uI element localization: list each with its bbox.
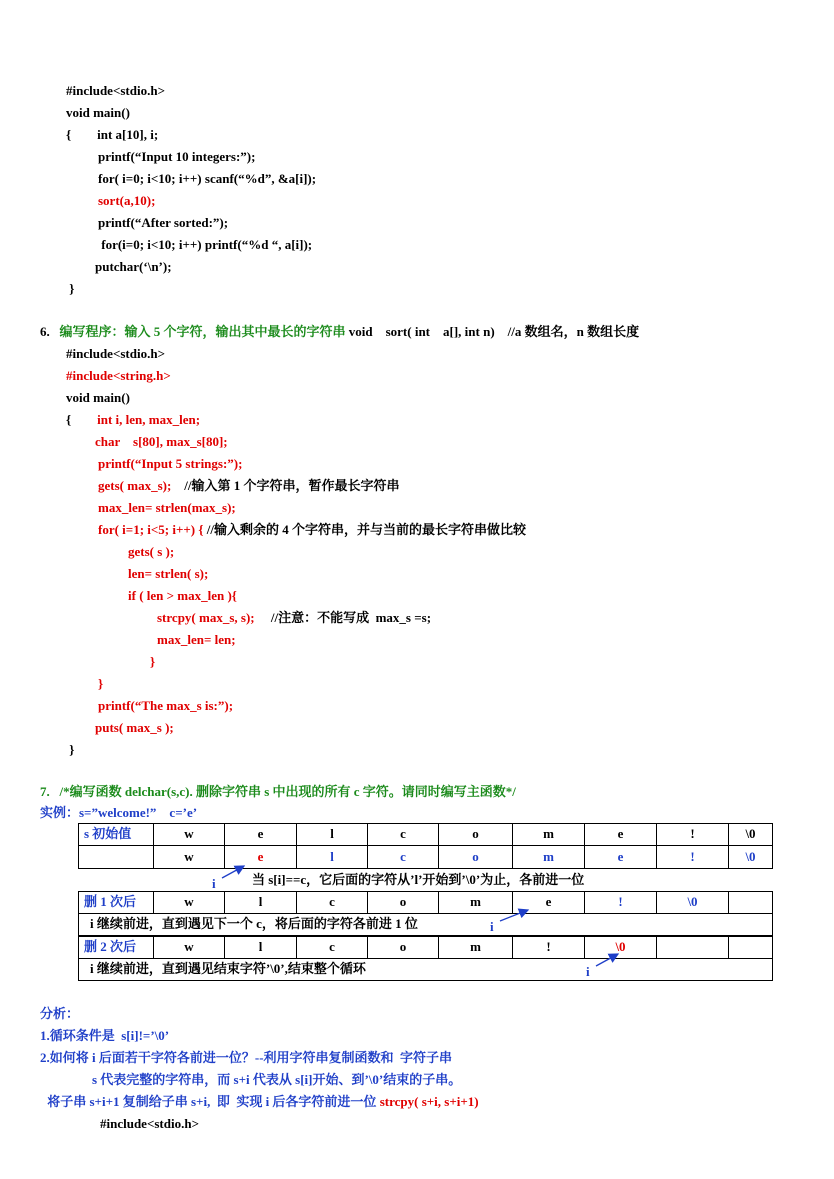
table-cell: w [154,846,225,869]
code-line: printf(“After sorted:”); [98,215,229,230]
table-cell: w [154,823,225,846]
table-cell: c [368,823,439,846]
table-cell: m [513,823,585,846]
table-cell: ! [657,823,729,846]
row-label: s 初始值 [78,823,154,846]
table-cell: ! [585,891,657,914]
table-cell: o [439,823,513,846]
code-line: } [150,654,156,669]
table-note: i 继续前进，直到遇见下一个 c，将后面的字符各前进 1 位 [90,916,418,931]
table-cell: e [585,823,657,846]
table-cell: e [513,891,585,914]
analysis-point: 将子串 s+i+1 复制给子串 s+i, 即 实现 i 后各字符前进一位 strcpy( s+i, s+i+1) [44,1094,479,1109]
table-cell: m [513,846,585,869]
arrow-icon [596,954,618,966]
code-line: #include<stdio.h> [100,1116,199,1131]
code-line: } [98,676,104,691]
code-comment: //输入剩余的 4 个字符串，并与当前的最长字符串做比较 [203,522,526,537]
table-cell: \0 [729,823,773,846]
code-line: void main() [66,390,130,405]
code-line: puts( max_s ); [95,720,174,735]
table-cell: c [297,891,368,914]
table-cell: m [439,891,513,914]
code-line: printf(“The max_s is:”); [98,698,234,713]
code-line: for( i=0; i<10; i++) scanf(“%d”, &a[i]); [98,171,317,186]
question-number: 7. [40,784,50,799]
code-line: printf(“Input 10 integers:”); [98,149,256,164]
table-cell: \0 [729,846,773,869]
code-line: max_len= len; [157,632,236,647]
code-line: void main() [66,105,130,120]
row-label: 删 1 次后 [78,891,154,914]
question-text: 编写程序：输入 5 个字符，输出其中最长的字符串 [59,324,349,339]
code-comment: //输入第 1 个字符串，暂作最长字符串 [171,478,400,493]
code-line: #include<stdio.h> [66,346,165,361]
analysis-point: s 代表完整的字符串，而 s+i 代表从 s[i]开始、到’\0’结束的子串。 [92,1072,462,1087]
table-cell: e [225,823,297,846]
table-cell: o [368,936,439,959]
table-cell: w [154,936,225,959]
function-signature: void sort( int a[], int n) //a 数组名，n 数组长度 [348,324,640,339]
code-comment: //注意：不能写成 max_s =s; [254,610,432,625]
code-line: for( i=1; i<5; i++) { //输入剩余的 4 个字符串，并与当前的最长字符串做比较 [98,522,526,537]
code-line: gets( s ); [128,544,175,559]
table-cell: l [225,936,297,959]
code-line: { int a[10], i; [66,127,159,142]
table-cell: c [368,846,439,869]
code-line: char s[80], max_s[80]; [95,434,228,449]
code-line: } [66,742,75,757]
arrow-icon [500,910,528,921]
arrow-icon [222,866,244,878]
table-cell: ! [513,936,585,959]
code-snippet: strcpy( s+i, s+i+1) [379,1094,479,1109]
code-line: putchar(‘\n’); [95,259,172,274]
table-note: 当 s[i]==c，它后面的字符从’l’开始到’\0’为止，各前进一位 [252,872,585,887]
table-note: i 继续前进，直到遇见结束字符’\0’,结束整个循环 [90,961,366,976]
code-line: sort(a,10); [98,193,156,208]
table-cell: l [297,846,368,869]
table-cell: l [225,891,297,914]
table-cell: o [368,891,439,914]
table-cell: c [297,936,368,959]
code-line: { int i, len, max_len; [66,412,201,427]
code-line: } [66,281,75,296]
code-line: if ( len > max_len ){ [128,588,237,603]
code-line: len= strlen( s); [128,566,209,581]
index-marker: i [490,919,494,934]
analysis-heading: 分析： [40,1006,80,1021]
code-line: strcpy( max_s, s); //注意：不能写成 max_s =s; [157,610,432,625]
table-cell: \0 [585,936,657,959]
table-cell: m [439,936,513,959]
table-cell: w [154,891,225,914]
row-label: 删 2 次后 [78,936,154,959]
code-line: max_len= strlen(max_s); [98,500,236,515]
code-line: #include<stdio.h> [66,83,165,98]
table-cell: e [585,846,657,869]
analysis-point: 2.如何将 i 后面若干字符各前进一位？--利用字符串复制函数和 字符子串 [40,1050,453,1065]
table-cell: \0 [657,891,729,914]
code-line: for(i=0; i<10; i++) printf(“%d “, a[i]); [98,237,313,252]
table-cell: ! [657,846,729,869]
code-line: gets( max_s); //输入第 1 个字符串，暂作最长字符串 [98,478,400,493]
table-cell: o [439,846,513,869]
analysis-point: 1.循环条件是 s[i]!=’\0’ [40,1028,170,1043]
example-line: 实例：s=”welcome!” c=’e’ [40,805,198,820]
code-line: #include<string.h> [66,368,171,383]
question-number: 6. [40,324,50,339]
index-marker: i [586,964,590,979]
table-cell: e [225,846,297,869]
question-text: /*编写函数 delchar(s,c). 删除字符串 s 中出现的所有 c 字符。请同时编写主函数*/ [59,784,516,799]
table-cell: l [297,823,368,846]
code-line: printf(“Input 5 strings:”); [98,456,243,471]
index-marker: i [212,876,216,891]
